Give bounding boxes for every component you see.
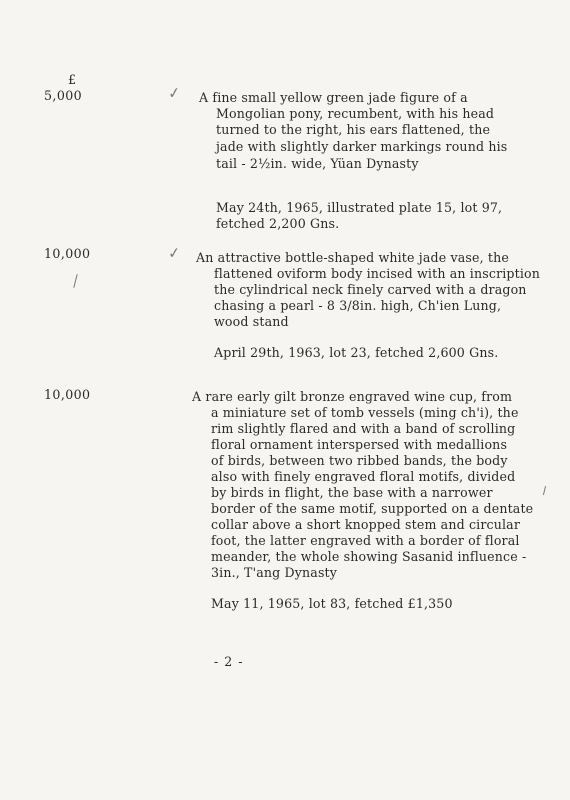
description-line: the cylindrical neck finely carved with a dragon bbox=[214, 282, 527, 297]
lot-2-estimate: 10,000 bbox=[44, 246, 91, 261]
description-line: border of the same motif, supported on a dentate bbox=[211, 501, 534, 516]
description-line: turned to the right, his ears flattened, the bbox=[216, 122, 491, 137]
description-line: floral ornament interspersed with medallions bbox=[211, 437, 508, 452]
currency-heading: £ bbox=[68, 72, 77, 87]
description-line: wood stand bbox=[214, 314, 289, 329]
description-line: also with finely engraved floral motifs, divided bbox=[211, 469, 516, 484]
description-line: foot, the latter engraved with a border of floral bbox=[211, 533, 520, 548]
description-line: collar above a short knopped stem and circular bbox=[211, 517, 520, 532]
margin-pencil-mark bbox=[543, 486, 546, 495]
page-number: - 2 - bbox=[214, 654, 244, 669]
description-line: a miniature set of tomb vessels (ming ch'i), the bbox=[211, 405, 519, 420]
description-line: tail - 2½in. wide, Yüan Dynasty bbox=[216, 156, 419, 171]
description-line: of birds, between two ribbed bands, the body bbox=[211, 453, 508, 468]
description-line: by birds in flight, the base with a narrower bbox=[211, 485, 493, 500]
margin-pencil-mark bbox=[73, 274, 77, 288]
description-line: meander, the whole showing Sasanid influence - bbox=[211, 549, 527, 564]
lot-1-estimate: 5,000 bbox=[44, 88, 83, 103]
reference-line: April 29th, 1963, lot 23, fetched 2,600 Gns. bbox=[214, 345, 499, 360]
reference-line: fetched 2,200 Gns. bbox=[216, 216, 340, 231]
reference-line: May 11, 1965, lot 83, fetched £1,350 bbox=[211, 596, 453, 611]
description-line: An attractive bottle-shaped white jade vase, the bbox=[196, 250, 509, 265]
description-line: 3in., T'ang Dynasty bbox=[211, 565, 338, 580]
description-line: flattened oviform body incised with an inscription bbox=[214, 266, 541, 281]
description-line: Mongolian pony, recumbent, with his head bbox=[216, 106, 495, 121]
check-mark-icon: ✓ bbox=[166, 83, 182, 103]
lot-3-estimate: 10,000 bbox=[44, 387, 91, 402]
description-line: rim slightly flared and with a band of scrolling bbox=[211, 421, 516, 436]
reference-line: May 24th, 1965, illustrated plate 15, lot 97, bbox=[216, 200, 503, 215]
description-line: A fine small yellow green jade figure of a bbox=[199, 90, 468, 105]
description-line: jade with slightly darker markings round his bbox=[216, 139, 508, 154]
check-mark-icon: ✓ bbox=[167, 243, 182, 263]
description-line: A rare early gilt bronze engraved wine cup, from bbox=[192, 389, 513, 404]
description-line: chasing a pearl - 8 3/8in. high, Ch'ien Lung, bbox=[214, 298, 502, 313]
